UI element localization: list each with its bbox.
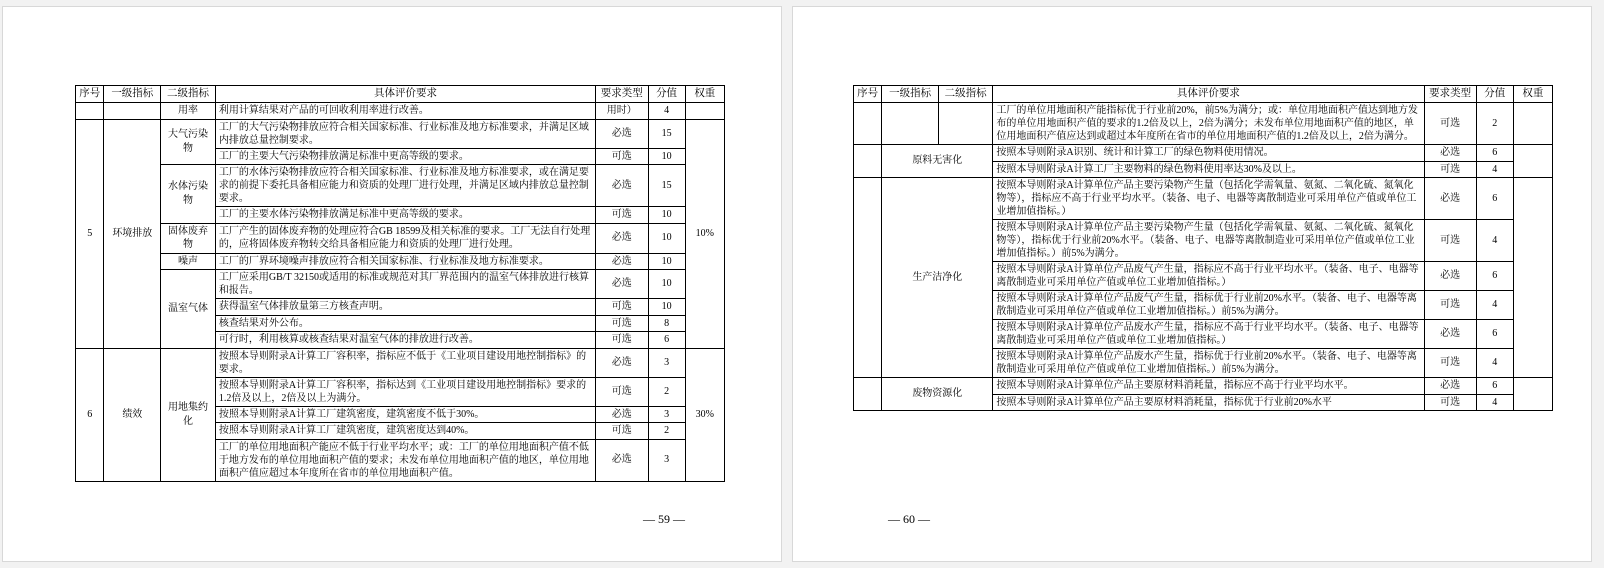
cell-type: 必选 <box>596 253 648 270</box>
cell-desc: 工厂产生的固体废弃物的处理应符合GB 18599及相关标准的要求。工厂无法自行处理的，应将固体废弃物转交给具备相应能力和资质的处理厂进行处理。 <box>215 223 595 253</box>
col-type: 要求类型 <box>596 86 648 103</box>
cell-type: 可选 <box>596 299 648 316</box>
cell-weight <box>685 103 724 120</box>
cell-type: 必选 <box>596 406 648 423</box>
cell-score: 10 <box>648 207 685 224</box>
cell-l2: 噪声 <box>161 253 216 270</box>
page-left <box>2 6 782 562</box>
cell-score: 10 <box>648 299 685 316</box>
evaluation-table-right <box>853 85 1553 411</box>
cell-type: 可选 <box>596 377 648 406</box>
cell-score: 3 <box>648 406 685 423</box>
cell-type: 可选 <box>1424 291 1476 320</box>
cell-score: 4 <box>1476 394 1513 411</box>
cell-score: 10 <box>648 223 685 253</box>
cell-type: 必选 <box>1424 178 1476 220</box>
page-left-content <box>3 7 781 561</box>
cell-desc: 工厂的厂界环境噪声排放应符合相关国家标准、行业标准及地方标准要求。 <box>215 253 595 270</box>
table-row <box>76 253 725 270</box>
cell-score: 4 <box>1476 161 1513 178</box>
cell-desc: 按照本导则附录A计算单位产品废水产生量，指标应不高于行业平均水平。（装备、电子、电器等离散制造业可采用单位产值或单位工业增加值指标。） <box>993 320 1424 349</box>
cell-score: 15 <box>648 165 685 207</box>
cell-no <box>76 103 104 120</box>
cell-type: 必选 <box>596 270 648 299</box>
cell-l2: 大气污染物 <box>161 119 216 165</box>
cell-type: 必选 <box>1424 378 1476 395</box>
table-row <box>854 145 1553 162</box>
cell-desc: 获得温室气体排放量第三方核查声明。 <box>215 299 595 316</box>
cell-score: 4 <box>1476 349 1513 378</box>
cell-desc: 按照本导则附录A计算工厂容积率，指标应不低于《工业项目建设用地控制指标》的要求。 <box>215 348 595 377</box>
table-row <box>76 119 725 148</box>
cell-type: 可选 <box>596 423 648 440</box>
cell-type: 可选 <box>1424 220 1476 262</box>
cell-desc: 按照本导则附录A计算工厂容积率，指标达到《工业项目建设用地控制指标》要求的1.2倍及以上，2倍及以上为满分。 <box>215 377 595 406</box>
col-score: 分值 <box>648 86 685 103</box>
cell-no <box>854 378 882 411</box>
cell-desc: 按照本导则附录A计算单位产品废气产生量，指标应不高于行业平均水平。（装备、电子、电器等离散制造业可采用单位产值或单位工业增加值指标。） <box>993 262 1424 291</box>
cell-desc: 按照本导则附录A计算单位产品主要原材料消耗量，指标优于行业前20%水平 <box>993 394 1424 411</box>
col-desc: 具体评价要求 <box>993 86 1424 103</box>
table-header-row <box>854 86 1553 103</box>
cell-desc: 按照本导则附录A计算工厂主要物料的绿色物料使用率达30%及以上。 <box>993 161 1424 178</box>
cell-desc: 工厂的水体污染物排放应符合相关国家标准、行业标准及地方标准要求，或在满足要求的前提下委托具备相应能力和资质的处理厂进行处理，并满足区域内排放总量控制要求。 <box>215 165 595 207</box>
cell-type: 可选 <box>596 148 648 165</box>
cell-l2: 温室气体 <box>161 270 216 349</box>
cell-score: 6 <box>1476 145 1513 162</box>
cell-desc: 按照本导则附录A计算工厂建筑密度，建筑密度达到40%。 <box>215 423 595 440</box>
cell-desc: 按照本导则附录A计算单位产品主要原材料消耗量，指标应不高于行业平均水平。 <box>993 378 1424 395</box>
cell-l1: 原料无害化 <box>882 145 993 178</box>
cell-score: 15 <box>648 119 685 148</box>
cell-l2: 用地集约化 <box>161 348 216 481</box>
cell-no <box>854 103 882 145</box>
cell-type: 可选 <box>596 315 648 332</box>
col-type: 要求类型 <box>1424 86 1476 103</box>
cell-score: 3 <box>648 348 685 377</box>
table-row <box>76 348 725 377</box>
cell-score: 6 <box>1476 320 1513 349</box>
cell-type: 可选 <box>1424 161 1476 178</box>
cell-desc: 工厂的单位用地面积产能指标优于行业前20%，前5%为满分；或：单位用地面积产值达到地方发布的单位用地面积产值的要求的1.2倍及以上，2倍为满分；未发布单位用地面积产值的地区，单位用地面积产值应达到或超过本年度所在省市的单位用地面积产值的1.2倍及以上，2倍为满分。 <box>993 103 1424 145</box>
cell-score: 2 <box>648 423 685 440</box>
cell-no <box>854 178 882 378</box>
cell-desc: 工厂的单位用地面积产能应不低于行业平均水平；或：工厂的单位用地面积产值不低于地方发布的单位用地面积产值的要求；未发布单位用地面积产值的地区，单位用地面积产值应超过本年度所在省市的单位用地面积产值。 <box>215 439 595 481</box>
cell-weight: 10% <box>685 119 724 348</box>
table-row <box>76 223 725 253</box>
cell-l1: 环境排放 <box>104 119 161 348</box>
cell-type: 必选 <box>1424 262 1476 291</box>
cell-type: 必选 <box>1424 145 1476 162</box>
cell-desc: 工厂应采用GB/T 32150或适用的标准或规范对其厂界范围内的温室气体排放进行核算和报告。 <box>215 270 595 299</box>
col-weight: 权重 <box>685 86 724 103</box>
cell-l1: 绩效 <box>104 348 161 481</box>
cell-l1: 废物资源化 <box>882 378 993 411</box>
cell-no: 6 <box>76 348 104 481</box>
cell-score: 3 <box>648 439 685 481</box>
cell-score: 6 <box>1476 178 1513 220</box>
table-row <box>76 270 725 299</box>
cell-score: 6 <box>648 332 685 349</box>
cell-score: 4 <box>648 103 685 120</box>
cell-weight <box>1513 178 1552 378</box>
cell-l2: 用率 <box>161 103 216 120</box>
cell-score: 10 <box>648 253 685 270</box>
cell-desc: 按照本导则附录A计算单位产品废水产生量，指标优于行业前20%水平。（装备、电子、电器等离散制造业可采用单位产值或单位工业增加值指标。）前5%为满分。 <box>993 349 1424 378</box>
cell-type: 可选 <box>596 332 648 349</box>
cell-score: 2 <box>648 377 685 406</box>
cell-score: 10 <box>648 148 685 165</box>
cell-desc: 按照本导则附录A计算单位产品废气产生量，指标优于行业前20%水平。（装备、电子、电器等离散制造业可采用单位产值或单位工业增加值指标。）前5%为满分。 <box>993 291 1424 320</box>
page-right-content <box>793 7 1591 561</box>
table-row <box>76 165 725 207</box>
cell-score: 4 <box>1476 220 1513 262</box>
cell-score: 6 <box>1476 262 1513 291</box>
cell-desc: 核查结果对外公布。 <box>215 315 595 332</box>
cell-desc: 按照本导则附录A计算工厂建筑密度，建筑密度不低于30%。 <box>215 406 595 423</box>
evaluation-table-left <box>75 85 725 482</box>
cell-no <box>854 145 882 178</box>
col-desc: 具体评价要求 <box>215 86 595 103</box>
col-no: 序号 <box>854 86 882 103</box>
cell-desc: 工厂的大气污染物排放应符合相关国家标准、行业标准及地方标准要求，并满足区域内排放总量控制要求。 <box>215 119 595 148</box>
cell-desc: 可行时，利用核算或核查结果对温室气体的排放进行改善。 <box>215 332 595 349</box>
table-header-row <box>76 86 725 103</box>
cell-type: 必选 <box>596 439 648 481</box>
cell-type: 必选 <box>1424 320 1476 349</box>
cell-type: 必选 <box>596 223 648 253</box>
col-l2: 二级指标 <box>938 86 992 103</box>
cell-weight: 30% <box>685 348 724 481</box>
table-row <box>854 378 1553 395</box>
cell-desc: 工厂的主要大气污染物排放满足标准中更高等级的要求。 <box>215 148 595 165</box>
cell-weight <box>1513 378 1552 411</box>
cell-weight <box>1513 145 1552 178</box>
cell-score: 10 <box>648 270 685 299</box>
cell-desc: 利用计算结果对产品的可回收利用率进行改善。 <box>215 103 595 120</box>
cell-score: 4 <box>1476 291 1513 320</box>
cell-desc: 按照本导则附录A识别、统计和计算工厂的绿色物料使用情况。 <box>993 145 1424 162</box>
cell-type: 用时） <box>596 103 648 120</box>
cell-l2: 固体废弃物 <box>161 223 216 253</box>
page-number-left: — 59 — <box>643 512 685 526</box>
col-no: 序号 <box>76 86 104 103</box>
cell-l1: 生产洁净化 <box>882 178 993 378</box>
cell-l1 <box>882 103 939 145</box>
page-right <box>792 6 1592 562</box>
cell-desc: 按照本导则附录A计算单位产品主要污染物产生量（包括化学需氧量、氨氮、二氧化硫、氮氧化物等），指标应不高于行业平均水平。（装备、电子、电器等离散制造业可采用单位产值或单位工业增加值指标。） <box>993 178 1424 220</box>
cell-type: 必选 <box>596 348 648 377</box>
cell-type: 可选 <box>596 207 648 224</box>
table-row <box>76 103 725 120</box>
col-weight: 权重 <box>1513 86 1552 103</box>
cell-score: 6 <box>1476 378 1513 395</box>
cell-l2 <box>938 103 992 145</box>
cell-l1 <box>104 103 161 120</box>
col-l1: 一级指标 <box>882 86 939 103</box>
table-row <box>854 178 1553 220</box>
cell-type: 可选 <box>1424 394 1476 411</box>
cell-score: 2 <box>1476 103 1513 145</box>
cell-type: 可选 <box>1424 103 1476 145</box>
cell-no: 5 <box>76 119 104 348</box>
col-l1: 一级指标 <box>104 86 161 103</box>
page-number-right: — 60 — <box>888 512 930 526</box>
cell-l2: 水体污染物 <box>161 165 216 224</box>
col-score: 分值 <box>1476 86 1513 103</box>
cell-weight <box>1513 103 1552 145</box>
cell-type: 必选 <box>596 119 648 148</box>
cell-desc: 工厂的主要水体污染物排放满足标准中更高等级的要求。 <box>215 207 595 224</box>
table-row <box>854 103 1553 145</box>
cell-desc: 按照本导则附录A计算单位产品主要污染物产生量（包括化学需氧量、氨氮、二氧化硫、氮氧化物等），指标优于行业前20%水平。（装备、电子、电器等离散制造业可采用单位产值或单位工业增加值指标。）前5%为满分。 <box>993 220 1424 262</box>
col-l2: 二级指标 <box>161 86 216 103</box>
cell-type: 可选 <box>1424 349 1476 378</box>
cell-type: 必选 <box>596 165 648 207</box>
cell-score: 8 <box>648 315 685 332</box>
